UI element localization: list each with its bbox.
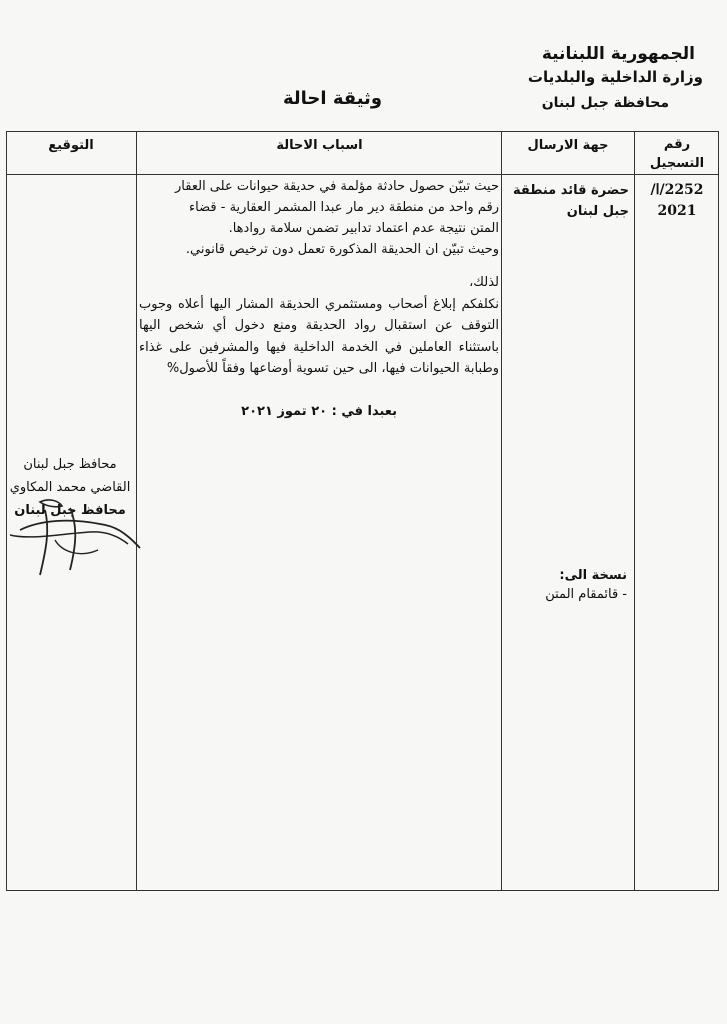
registration-year: 2021 <box>657 203 697 219</box>
copy-to-label: نسخة الى: <box>559 568 627 583</box>
signatory-name: القاضي محمد المكاوي <box>9 480 131 495</box>
reason-line: حيث تبيّن حصول حادثة مؤلمة في حديقة حيوانات على العقار <box>175 179 499 194</box>
signatory-title: محافظ جبل لبنان <box>23 457 117 472</box>
header-reasons: اسباب الاحالة <box>276 138 363 153</box>
header-signature: التوقيع <box>48 138 94 153</box>
therefore-text: لذلك، <box>469 275 499 290</box>
instruction-text: نكلفكم إبلاغ أصحاب ومستثمري الحديقة المشار اليها أعلاه وجوب التوقف عن استقبال رواد الحديقة ومنع دخول أي شخص اليها باستثناء العاملين في الخدمة الداخلية فيها والمشرفين على غذاء وطبابة الحيوانات فيها، الى حين تسوية أوضاعها وفقاً للأصول% <box>139 296 499 376</box>
sender-cell: حضرة قائد منطقة جبل لبنان <box>512 183 629 219</box>
col-divider <box>634 132 635 890</box>
copy-to-recipient: - قائمقام المتن <box>545 587 627 602</box>
header-ministry: وزارة الداخلية والبلديات <box>527 68 703 86</box>
date-line: بعبدا في : ٢٠ تموز ٢٠٢١ <box>241 404 397 419</box>
reasons-cell <box>139 176 499 260</box>
reason-line: رقم واحد من منطقة دير مار عبدا المشمر العقارية - قضاء <box>189 200 499 215</box>
reason-line: وحيث تبيّن ان الحديقة المذكورة تعمل دون ترخيص قانوني. <box>185 242 499 257</box>
header-row-divider <box>7 174 718 175</box>
signatory-title-stamp: محافظ جبل لبنان <box>14 503 126 518</box>
header-sender: جهة الارسال <box>527 138 609 153</box>
header-republic: الجمهورية اللبنانية <box>541 44 695 64</box>
instruction-cell <box>139 272 499 380</box>
registration-number: 2252/ا/ <box>650 182 704 198</box>
header-governorate: محافظة جبل لبنان <box>541 95 669 111</box>
col-divider <box>501 132 502 890</box>
document-title: وثيقة احالة <box>283 88 383 109</box>
registration-number-cell <box>637 180 717 222</box>
header-registration-no: رقم التسجيل <box>649 137 705 171</box>
handwritten-signature <box>0 490 150 580</box>
reason-line: المتن نتيجة عدم اعتماد تدابير تضمن سلامة روادها. <box>228 221 499 236</box>
